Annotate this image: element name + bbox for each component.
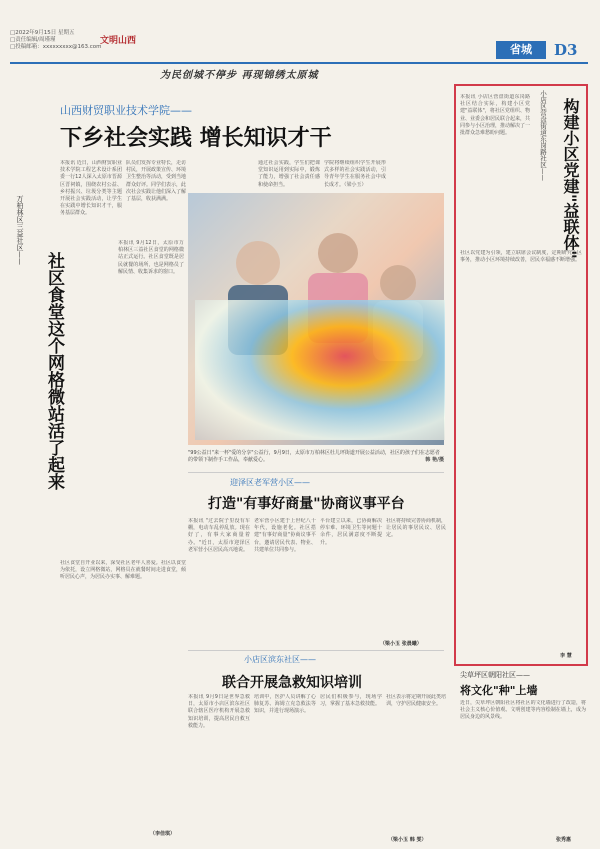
responsible-editor: □责任编辑/周瑾瑾 (10, 37, 56, 43)
right-body-main: 社区以党建为引领，建立联席会议制度，定期研究小区事务，推动小区环境持续改善，居民幸福感不断增强。 (460, 250, 582, 264)
slogan-banner: 为民创城不停步 再现锦绣太原城 (160, 70, 319, 81)
submission-email: □投稿邮箱：xxxxxxxxx@163.com (10, 44, 102, 50)
sec3-headline: 联合开展急救知识培训 (222, 675, 362, 691)
side-body-col-a: 本报讯 9月12日，太原市万柏林区三益社区食堂的网格微站正式运行。社区食堂既是居民就餐的场所，也是网格员了解民情、收集诉求的窗口。 (118, 240, 184, 275)
column-logo: 文明山西 (100, 36, 137, 46)
sec3-body-col2: 培训中，医护人员讲解了心肺复苏、海姆立克急救法等知识，并进行现场演示。 (254, 694, 316, 715)
main-kicker: 山西财贸职业技术学院—— (60, 104, 192, 117)
main-headline: 下乡社会实践 增长知识才干 (60, 125, 332, 151)
sec3-body-col3: 居民们积极参与，现场学习，掌握了基本急救技能。 (320, 694, 382, 708)
main-body-col1: 本报讯 近日，山西财贸职业技术学院工程艺术设计系团委一行12人深入太原市晋源区晋祠镇，围绕农村公益、乡村振兴、垃圾分类等主题开展社会实践活动，让学生在实践中增长知识才干，服务基层群众。 (60, 160, 122, 217)
sec2-body-col3: 平台建立以来，已协商解决停车难、环境卫生等问题十余件，居民满意度不断提升。 (320, 518, 382, 546)
section-divider (188, 650, 444, 651)
sec3-body-col4: 社区表示将定期开展此类培训，守护居民健康安全。 (386, 694, 446, 708)
right-byline-2: 张秀惠 (556, 837, 572, 843)
right-byline: 李 慧 (560, 653, 572, 659)
right-kicker-2: 尖草坪区朝阳社区—— (460, 671, 530, 679)
right-headline-2: 将文化"种"上墙 (460, 684, 538, 697)
right-body-lead: 本报讯 小店区营盘街道东岗路社区结合实际，构建小区党建"益联体"，将社区党组织、物业、业委会和居民联合起来，共同参与小区治理，推动解决了一批群众急难愁盼问题。 (460, 94, 530, 137)
photo-credit: 韩 艳/摄 (425, 457, 444, 463)
sec2-body-col1: 本报讯 "过去院子里没有车棚，电动车乱停乱放。现在好了，有事大家商量着办。"近日，太原市迎泽区老军营小区居民高兴地说。 (188, 518, 250, 553)
right-body-2: 近日，尖草坪区朝阳社区将社区的文化墙进行了改造，将社会主义核心价值观、文明创建等内容绘制在墙上，成为居民身边的风景线。 (460, 700, 586, 721)
sec2-body-col4: 社区将持续完善协商机制，让居民的事居民议、居民定。 (386, 518, 446, 539)
sec2-byline: （梁小玉 张晨曦） (380, 641, 422, 647)
right-kicker: 小店区营盘街道东岗路社区—— (539, 90, 547, 181)
side-kicker: 万柏林区三益社区—— (16, 195, 24, 265)
issue-date: □2022年9月15日 星期五 (10, 30, 75, 36)
sec2-body-col2: 老军营小区建于上世纪八十年代，设施老化。社区搭建"有事好商量"协商议事平台，邀请居民代表、物业、共建单位共同参与。 (254, 518, 316, 553)
sec2-headline: 打造"有事好商量"协商议事平台 (208, 496, 405, 512)
main-body-col3: 通过社会实践，学生们把课堂知识运用到实际中，锻炼了能力，增强了社会责任感和使命担当。 (258, 160, 320, 188)
sec3-body-col1: 本报讯 9月9日是世界急救日，太原市小店区滨东社区联合辖区医疗机构开展急救知识培训，提高居民自救互救能力。 (188, 694, 250, 729)
section-divider (188, 472, 444, 473)
right-headline: 构建小区党建"益联体" (561, 98, 580, 259)
photo-caption-text: "99公益日"来一杯"爱的分享"公益行，9月9日，太原市万柏林区杜儿坪街道开展公益活动，社区的孩子们在志愿者的带领下制作手工作品，奉献爱心。 (188, 450, 440, 463)
masthead-meta (10, 30, 101, 51)
header-rule (10, 62, 588, 64)
sec3-kicker: 小店区滨东社区—— (244, 655, 316, 664)
side-headline: 社区食堂这个网格微站活了起来 (44, 252, 64, 490)
photo-caption (188, 450, 444, 464)
main-body-col4: 学院将继续组织学生开展形式多样的社会实践活动，引导青年学生在服务社会中成长成才。（梁小玉） (324, 160, 386, 188)
side-byline: （李佳琪） (150, 831, 176, 837)
page-number: D3 (554, 41, 578, 59)
sec2-kicker: 迎泽区老军营小区—— (230, 478, 310, 487)
main-body-col2: 队员们发挥专业特长，走访村民，开展政策宣传、环境卫生整治等活动，受到当地群众好评。同学们表示，此次社会实践让他们深入了解了基层，收获满满。 (126, 160, 186, 203)
section-badge: 省城 (496, 41, 546, 59)
photo-table-art (195, 300, 445, 440)
side-body-col-b: 社区食堂自开业以来，深受社区老年人喜爱。社区以食堂为依托，设立网格微站，网格员在就餐时间走进食堂，倾听居民心声，为居民办实事、解难题。 (60, 560, 186, 581)
sec3-byline: （梁小玉 韩 雯） (388, 837, 427, 843)
